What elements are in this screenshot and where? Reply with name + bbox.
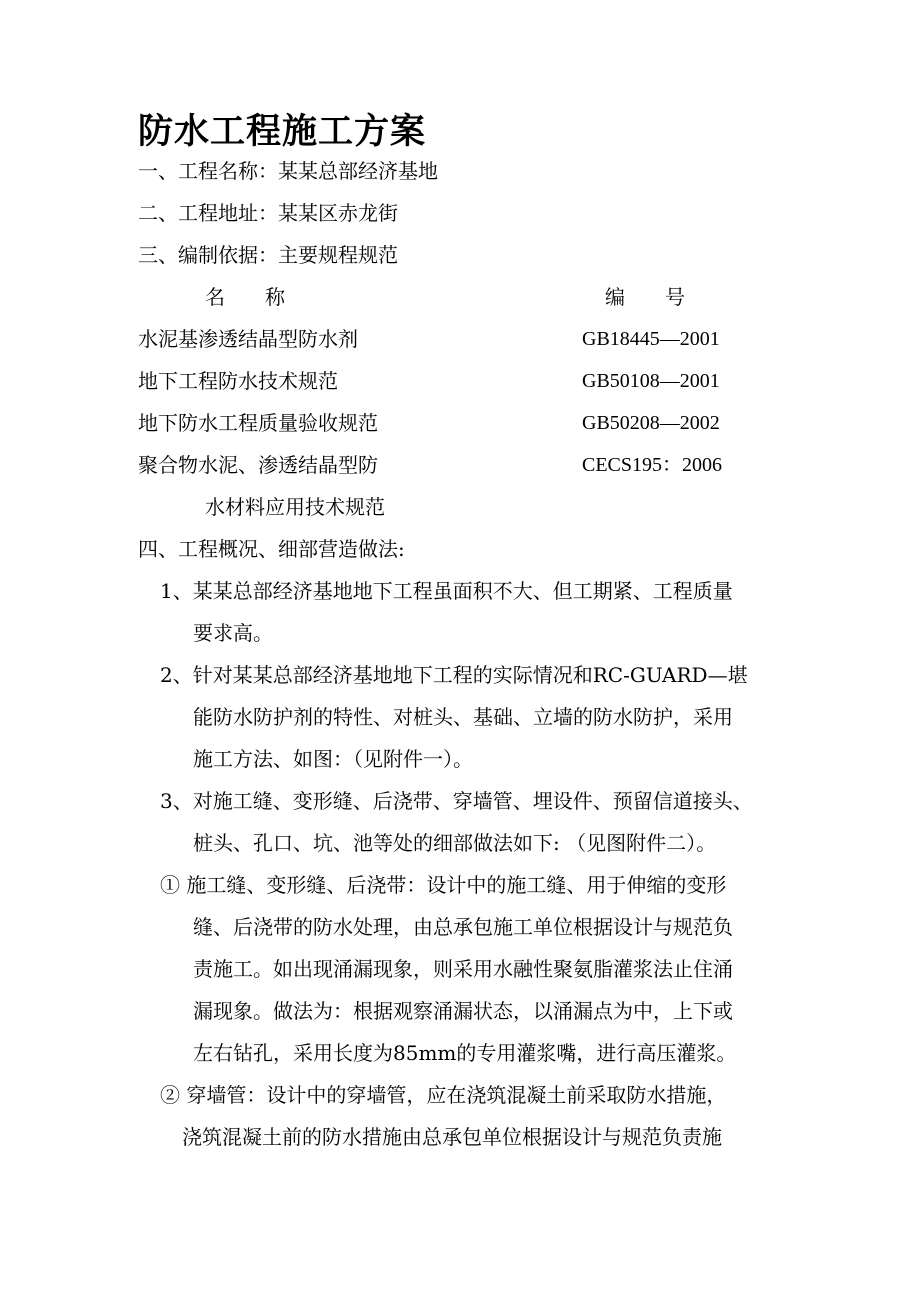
table-header-code: 编 号 (605, 285, 685, 309)
subitem-b-line: 浇筑混凝土前的防水措施由总承包单位根据设计与规范负责施 (182, 1125, 722, 1149)
table-row-code: GB50208—2002 (582, 412, 720, 434)
table-row-name: 地下防水工程质量验收规范 (138, 411, 378, 435)
item-1-line: 1、某某总部经济基地地下工程虽面积不大、但工期紧、工程质量 (160, 579, 733, 603)
document-title: 防水工程施工方案 (138, 111, 427, 152)
table-header-name: 名 称 (205, 285, 285, 309)
subitem-b-line: ② 穿墙管：设计中的穿墙管，应在浇筑混凝土前采取防水措施， (160, 1083, 727, 1107)
item-2-line: 施工方法、如图：（见附件一）。 (193, 747, 473, 771)
table-row-name: 地下工程防水技术规范 (138, 369, 338, 393)
subitem-a-line: 漏现象。做法为：根据观察涌漏状态，以涌漏点为中，上下或 (193, 999, 733, 1023)
table-row-name: 水泥基渗透结晶型防水剂 (138, 327, 358, 351)
item-3-line: 桩头、孔口、坑、池等处的细部做法如下: （见图附件二）。 (193, 831, 717, 855)
table-row-name: 聚合物水泥、渗透结晶型防 (138, 453, 378, 477)
subitem-a-line: 左右钻孔，采用长度为85mm的专用灌浆嘴，进行高压灌浆。 (193, 1041, 737, 1065)
subitem-a-line: 缝、后浇带的防水处理，由总承包施工单位根据设计与规范负 (193, 915, 733, 939)
table-row-code: GB50108—2001 (582, 370, 720, 392)
section-project-name: 一、工程名称：某某总部经济基地 (138, 159, 438, 183)
item-2-line: 2、针对某某总部经济基地地下工程的实际情况和RC-GUARD—堪 (160, 663, 748, 687)
table-row-code: CECS195：2006 (582, 454, 723, 476)
table-row-name-continued: 水材料应用技术规范 (205, 495, 385, 519)
item-1-line: 要求高。 (193, 621, 273, 645)
table-row-code: GB18445—2001 (582, 328, 720, 350)
item-3-line: 3、对施工缝、变形缝、后浇带、穿墙管、埋设件、预留信道接头、 (160, 789, 753, 813)
section-basis: 三、编制依据：主要规程规范 (138, 243, 398, 267)
subitem-a-line: 责施工。如出现涌漏现象，则采用水融性聚氨脂灌浆法止住涌 (193, 957, 733, 981)
section-project-address: 二、工程地址：某某区赤龙街 (138, 201, 398, 225)
subitem-a-line: ① 施工缝、变形缝、后浇带：设计中的施工缝、用于伸缩的变形 (160, 873, 727, 897)
section-overview: 四、工程概况、细部营造做法: (138, 537, 405, 561)
item-2-line: 能防水防护剂的特性、对桩头、基础、立墙的防水防护，采用 (193, 705, 733, 729)
